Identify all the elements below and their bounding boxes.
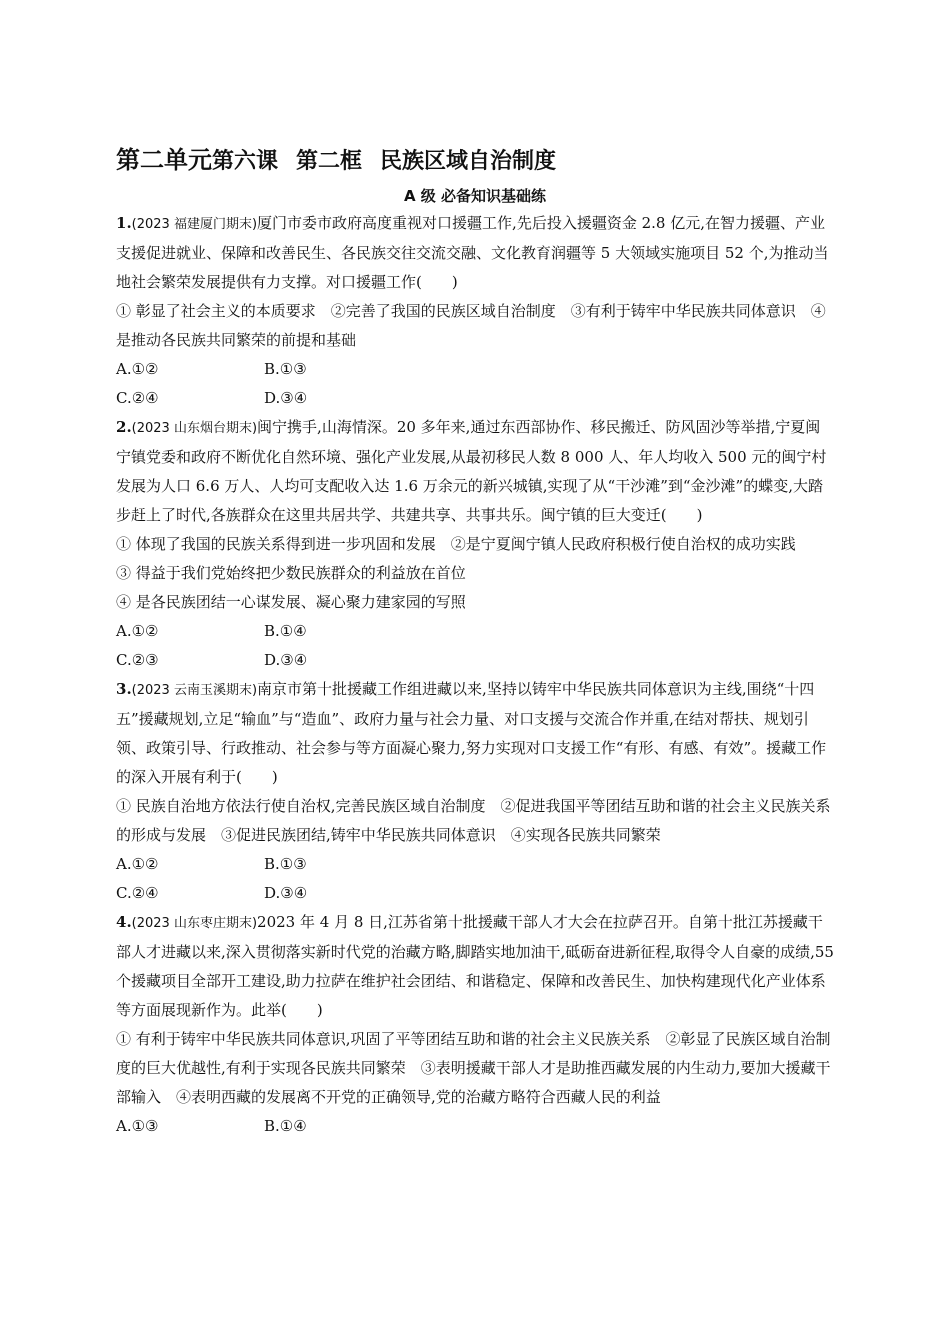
section-heading: A 级 必备知识基础练: [403, 187, 547, 205]
title-lesson: 第六课: [212, 149, 279, 174]
choice-row: [116, 850, 834, 879]
title-unit: 第二单元: [116, 146, 212, 174]
choice-row: [116, 355, 834, 384]
title-frame: 第二框: [296, 149, 363, 174]
choice-d[interactable]: D.③④: [264, 389, 308, 407]
question-3: [116, 675, 834, 908]
choice-d[interactable]: D.③④: [264, 651, 308, 669]
question-source: (2023 山东烟台期末): [131, 421, 258, 436]
title-topic: 民族区域自治制度: [380, 149, 557, 174]
question-stem: 3.(2023 云南玉溪期末)南京市第十批援藏工作组进藏以来,坚持以铸牢中华民族共同体意识为主线,围绕“十四五”援藏规划,立足“输血”与“造血”、政府力量与社会力量、对口支援与交流合作并重,在结对帮扶、规划引领、政策引导、行政推动、社会参与等方面凝心聚力,努力实现对口支援工作“有形、有感、有效”。援藏工作的深入开展有利于( ): [116, 680, 827, 786]
choice-b[interactable]: B.①③: [264, 360, 307, 378]
choice-b[interactable]: B.①④: [264, 622, 307, 640]
question-text: 闽宁携手,山海情深。20 多年来,通过东西部协作、移民搬迁、防风固沙等举措,宁夏闽宁镇党委和政府不断优化自然环境、强化产业发展,从最初移民人数 8 000 人、年人均收入 500 元的闽宁村发展为人口 6.6 万人、人均可支配收入达 1.6 万余元的新兴城镇,实现了从“干沙滩”到“金沙滩”的蝶变,大踏步赶上了时代,各族群众在这里共居共学、共建共享、共事共乐。闽宁镇的巨大变迁( ): [116, 418, 827, 524]
page-title: [116, 140, 834, 175]
choice-b[interactable]: B.①④: [264, 1117, 307, 1135]
question-1: [116, 209, 834, 413]
question-stem: 1.(2023 福建厦门期末)厦门市委市政府高度重视对口援疆工作,先后投入援疆资金 2.8 亿元,在智力援疆、产业支援促进就业、保障和改善民生、各民族交往交流交融、文化教育润疆等 5 大领域实施项目 52 个,为推动当地社会繁荣发展提供有力支撑。对口援疆工作( ): [116, 214, 829, 291]
choice-d[interactable]: D.③④: [264, 884, 308, 902]
choice-b[interactable]: B.①③: [264, 855, 307, 873]
question-source: (2023 山东枣庄期末): [131, 916, 258, 931]
choice-c[interactable]: C.②③: [116, 651, 159, 669]
question-number: 1: [116, 214, 127, 232]
question-2: [116, 413, 834, 675]
question-statement: ④ 是各民族团结一心谋发展、凝心聚力建家园的写照: [116, 593, 466, 611]
question-stem: 2.(2023 山东烟台期末)闽宁携手,山海情深。20 多年来,通过东西部协作、移民搬迁、防风固沙等举措,宁夏闽宁镇党委和政府不断优化自然环境、强化产业发展,从最初移民人数 8 000 人、年人均收入 500 元的闽宁村发展为人口 6.6 万人、人均可支配收入达 1.6 万余元的新兴城镇,实现了从“干沙滩”到“金沙滩”的蝶变,大踏步赶上了时代,各族群众在这里共居共学、共建共享、共事共乐。闽宁镇的巨大变迁( ): [116, 418, 827, 524]
question-text: 2023 年 4 月 8 日,江苏省第十批援藏干部人才大会在拉萨召开。自第十批江苏援藏干部人才进藏以来,深入贯彻落实新时代党的治藏方略,脚踏实地加油干,砥砺奋进新征程,取得令人自豪的成绩,55 个援藏项目全部开工建设,助力拉萨在维护社会团结、和谐稳定、保障和改善民生、加快构建现代化产业体系等方面展现新作为。此举( ): [116, 913, 834, 1019]
choice-a[interactable]: A.①②: [116, 855, 159, 873]
choice-c[interactable]: C.②④: [116, 884, 159, 902]
choice-row: [116, 384, 834, 413]
question-number: 3: [116, 680, 127, 698]
question-statement: ③ 得益于我们党始终把少数民族群众的利益放在首位: [116, 564, 466, 582]
question-stem: 4.(2023 山东枣庄期末)2023 年 4 月 8 日,江苏省第十批援藏干部人才大会在拉萨召开。自第十批江苏援藏干部人才进藏以来,深入贯彻落实新时代党的治藏方略,脚踏实地加油干,砥砺奋进新征程,取得令人自豪的成绩,55 个援藏项目全部开工建设,助力拉萨在维护社会团结、和谐稳定、保障和改善民生、加快构建现代化产业体系等方面展现新作为。此举( ): [116, 913, 834, 1019]
choice-row: [116, 1112, 834, 1141]
question-statement: ① 有利于铸牢中华民族共同体意识,巩固了平等团结互助和谐的社会主义民族关系 ②彰显了民族区域自治制度的巨大优越性,有利于实现各民族共同繁荣 ③表明援藏干部人才是助推西藏发展的内生动力,要加大援藏干部输入 ④表明西藏的发展离不开党的正确领导,党的治藏方略符合西藏人民的利益: [116, 1030, 831, 1106]
choice-row: [116, 879, 834, 908]
choice-c[interactable]: C.②④: [116, 389, 159, 407]
question-statement: ① 彰显了社会主义的本质要求 ②完善了我国的民族区域自治制度 ③有利于铸牢中华民族共同体意识 ④是推动各民族共同繁荣的前提和基础: [116, 302, 826, 349]
question-text: 厦门市委市政府高度重视对口援疆工作,先后投入援疆资金 2.8 亿元,在智力援疆、产业支援促进就业、保障和改善民生、各民族交往交流交融、文化教育润疆等 5 大领域实施项目 52 个,为推动当地社会繁荣发展提供有力支撑。对口援疆工作( ): [116, 214, 829, 291]
question-number: 4: [116, 913, 127, 931]
choice-row: [116, 646, 834, 675]
question-text: 南京市第十批援藏工作组进藏以来,坚持以铸牢中华民族共同体意识为主线,围绕“十四五”援藏规划,立足“输血”与“造血”、政府力量与社会力量、对口支援与交流合作并重,在结对帮扶、规划引领、政策引导、行政推动、社会参与等方面凝心聚力,努力实现对口支援工作“有形、有感、有效”。援藏工作的深入开展有利于( ): [116, 680, 827, 786]
choice-a[interactable]: A.①②: [116, 360, 159, 378]
choice-a[interactable]: A.①③: [116, 1117, 159, 1135]
question-4: [116, 908, 834, 1141]
question-number: 2: [116, 418, 127, 436]
question-statement: ① 民族自治地方依法行使自治权,完善民族区域自治制度 ②促进我国平等团结互助和谐的社会主义民族关系的形成与发展 ③促进民族团结,铸牢中华民族共同体意识 ④实现各民族共同繁荣: [116, 797, 831, 844]
choice-a[interactable]: A.①②: [116, 622, 159, 640]
question-statement: ① 体现了我国的民族关系得到进一步巩固和发展 ②是宁夏闽宁镇人民政府积极行使自治权的成功实践: [116, 535, 796, 553]
question-source: (2023 云南玉溪期末): [131, 683, 258, 698]
question-source: (2023 福建厦门期末): [131, 217, 258, 232]
choice-row: [116, 617, 834, 646]
document-page: [116, 140, 834, 1141]
